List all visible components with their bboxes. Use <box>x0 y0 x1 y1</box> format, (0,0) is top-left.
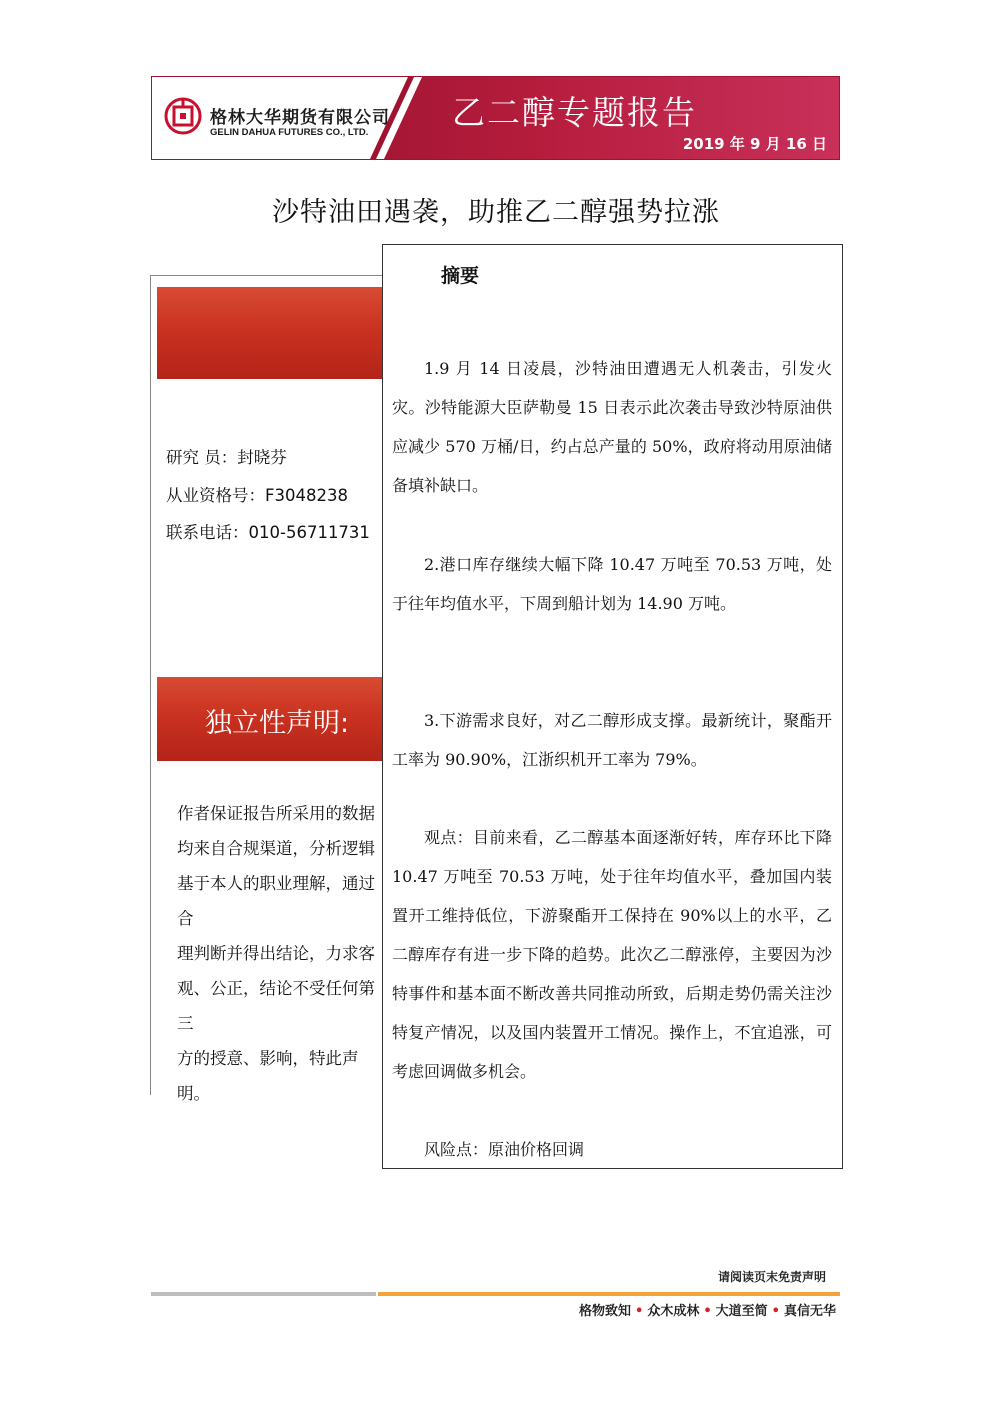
report-date: 2019 年 9 月 16 日 <box>682 135 827 153</box>
company-name-en: GELIN DAHUA FUTURES CO., LTD. <box>210 127 369 138</box>
disclaimer-line: 作者保证报告所采用的数据 <box>177 804 375 823</box>
bullet-dot-icon: • <box>703 1304 712 1319</box>
motto-item: 格物致知 <box>579 1304 632 1319</box>
summary-point-1: 1.9 月 14 日凌晨，沙特油田遭遇无人机袭击，引发火灾。沙特能源大臣萨勒曼 15 日表示此次袭击导致沙特原油供应减少 570 万桶/日，约占总产量的 50%，政府将动用原油储备填补缺口。 <box>392 359 832 495</box>
summary-box <box>382 244 843 1169</box>
sidebar <box>150 275 382 1103</box>
page-title: 沙特油田遇袭，助推乙二醇强势拉涨 <box>272 197 720 228</box>
summary-viewpoint: 观点：目前来看，乙二醇基本面逐渐好转，库存环比下降 10.47 万吨至 70.53 万吨，处于往年均值水平，叠加国内装置开工维持低位，下游聚酯开工保持在 90%以上的水平，乙二醇库存有进一步下降的趋势。此次乙二醇涨停，主要因为沙特事件和基本面不断改善共同推动所致，后期走势仍需关注沙特复产情况，以及国内装置开工情况。操作上，不宜追涨，可考虑回调做多机会。 <box>392 828 832 1081</box>
summary-point-3: 3.下游需求良好，对乙二醇形成支撑。最新统计，聚酯开工率为 90.90%，江浙织机开工率为 79%。 <box>392 711 832 769</box>
independence-heading: 独立性声明: <box>205 708 350 739</box>
motto-item: 真信无华 <box>783 1304 836 1319</box>
researcher-name: 研究 员：封晓芬 <box>166 448 287 467</box>
footer-divider-orange <box>378 1292 840 1296</box>
footer-disclaimer-note: 请阅读页末免责声明 <box>717 1270 826 1284</box>
contact-phone: 联系电话：010-56711731 <box>166 523 370 542</box>
footer-divider-grey <box>151 1292 376 1296</box>
report-title: 乙二醇专题报告 <box>452 93 697 132</box>
sidebar-red-banner <box>157 287 383 379</box>
header-banner <box>151 76 840 160</box>
bullet-dot-icon: • <box>635 1304 644 1319</box>
summary-point-2: 2.港口库存继续大幅下降 10.47 万吨至 70.53 万吨，处于往年均值水平，下周到船计划为 14.90 万吨。 <box>392 555 832 613</box>
independence-banner <box>157 677 383 761</box>
summary-heading: 摘要 <box>441 265 480 287</box>
footer-motto <box>579 1300 836 1319</box>
disclaimer-line: 均来自合规渠道，分析逻辑 <box>177 839 375 858</box>
motto-item: 众木成林 <box>647 1304 700 1319</box>
disclaimer-line: 基于本人的职业理解，通过合 <box>177 874 375 928</box>
summary-risk: 风险点：原油价格回调 <box>424 1140 585 1159</box>
bullet-dot-icon: • <box>771 1304 780 1319</box>
motto-item: 大道至简 <box>715 1304 768 1319</box>
company-name-cn: 格林大华期货有限公司 <box>210 108 390 128</box>
independence-statement <box>177 796 377 1111</box>
disclaimer-line: 理判断并得出结论，力求客 <box>177 944 375 963</box>
company-logo-icon <box>164 97 202 135</box>
disclaimer-line: 观、公正，结论不受任何第三 <box>177 979 375 1033</box>
disclaimer-line: 方的授意、影响，特此声明。 <box>177 1049 359 1103</box>
qualification-number: 从业资格号：F3048238 <box>166 486 348 505</box>
